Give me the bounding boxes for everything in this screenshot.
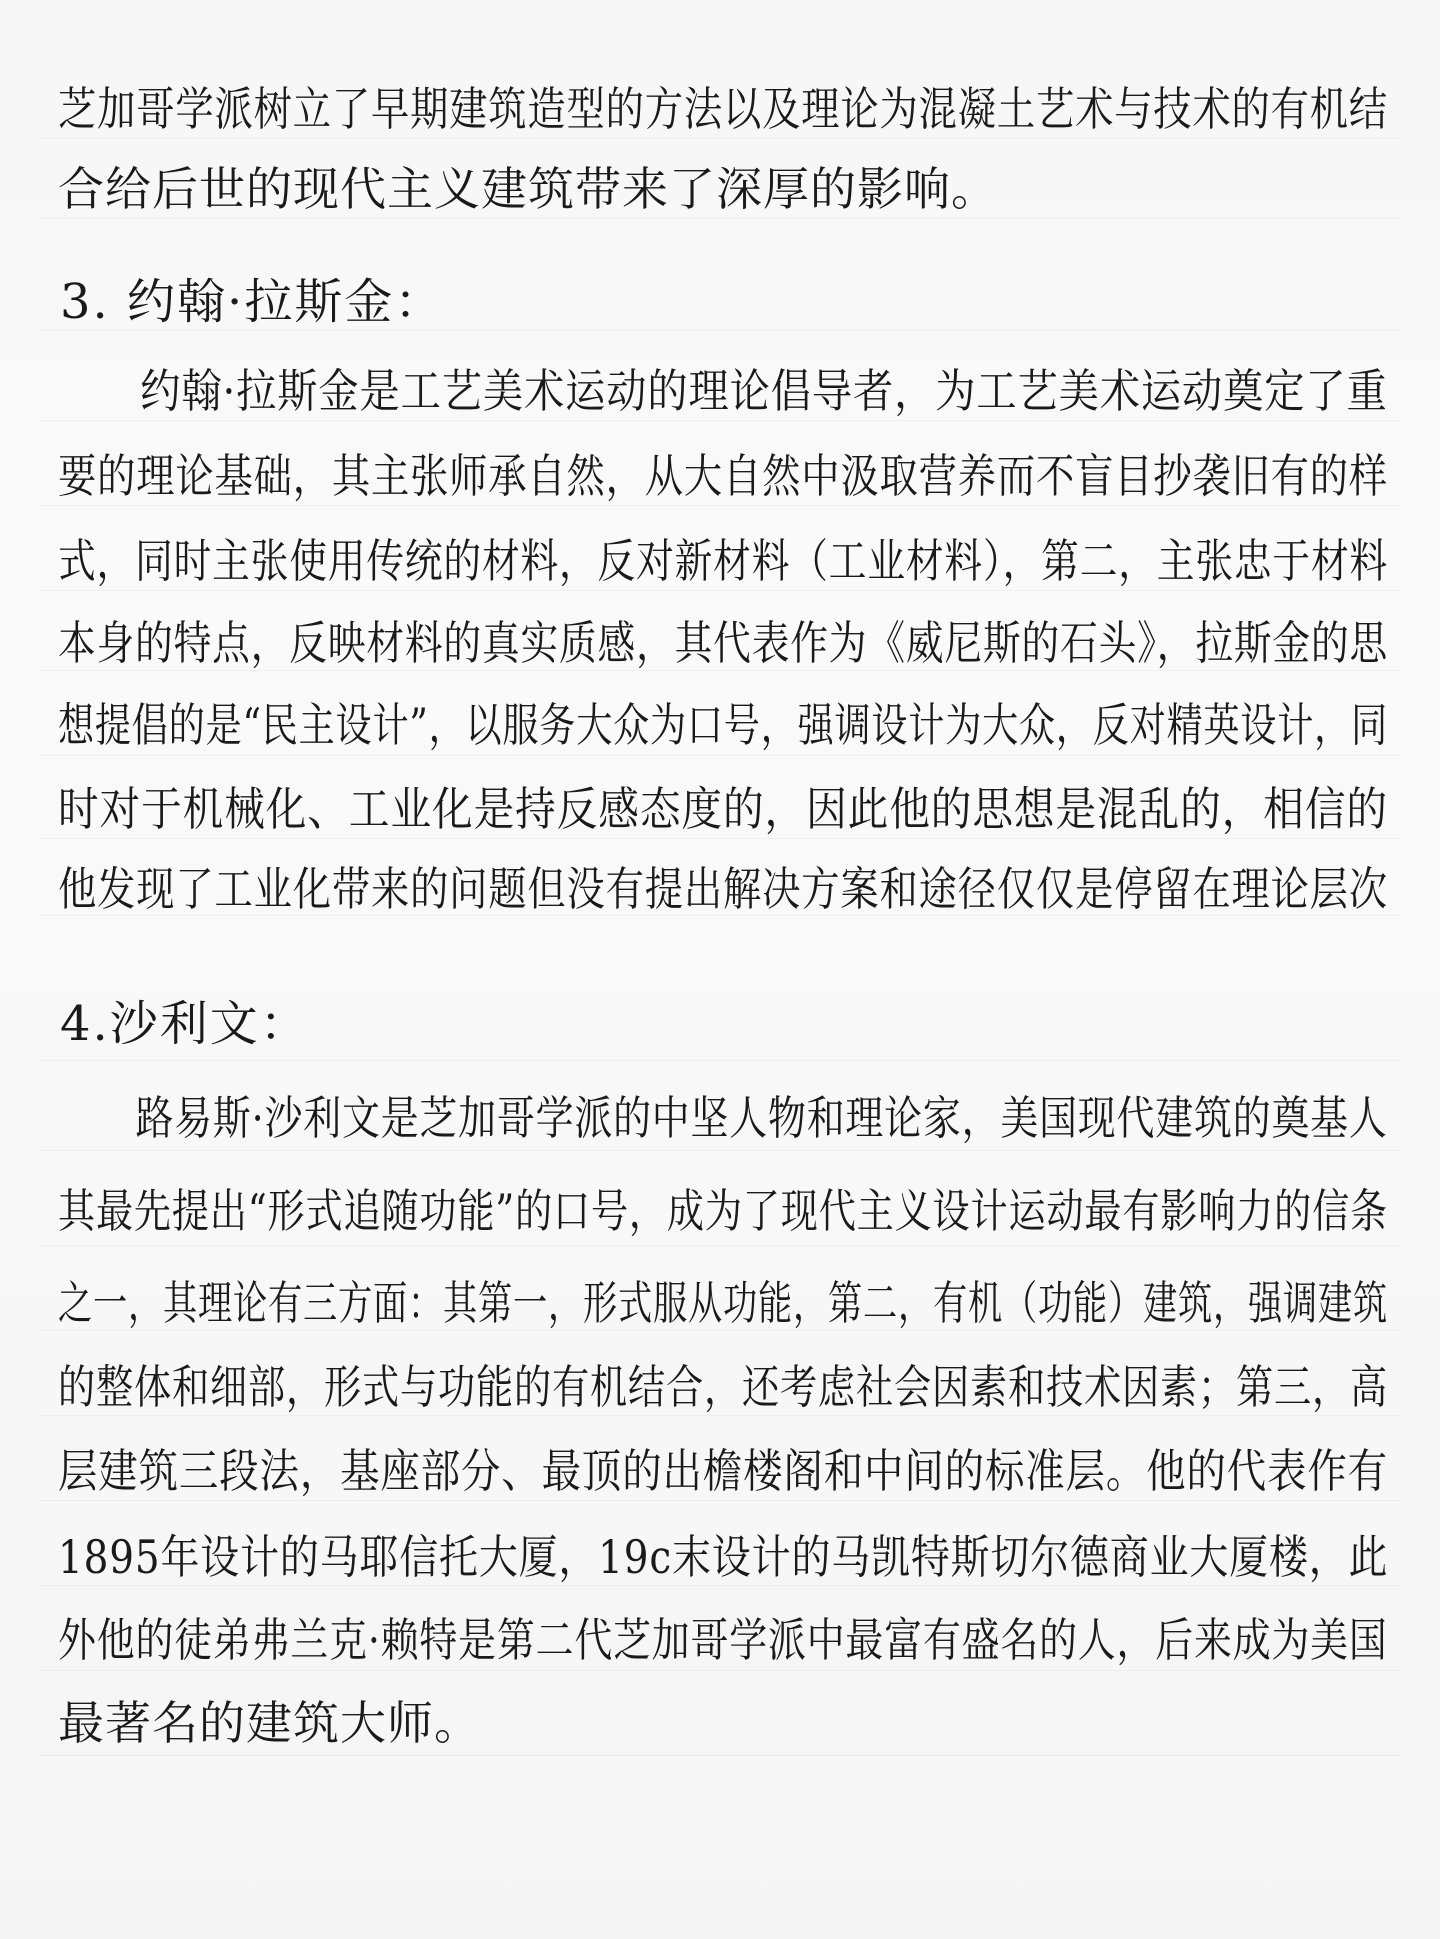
page-rule [40, 1500, 1400, 1501]
text-line: 要的理论基础，其主张师承自然，从大自然中汲取营养而不盲目抄袭旧有的样 [58, 449, 1389, 503]
page-rule [40, 1060, 1400, 1061]
page-rule [40, 838, 1400, 839]
page-rule [40, 138, 1400, 139]
section-heading: 4.沙利文： [60, 996, 310, 1052]
page-rule [40, 1670, 1400, 1671]
page-rule [40, 1755, 1400, 1756]
page-rule [40, 1415, 1400, 1416]
text-line: 他发现了工业化带来的问题但没有提出解决方案和途径仅仅是停留在理论层次 [58, 862, 1389, 916]
text-line: 合给后世的现代主义建筑带来了深厚的影响。 [58, 162, 998, 216]
page-rule [40, 1150, 1400, 1151]
page-rule [40, 590, 1400, 591]
text-line: 路易斯·沙利文是芝加哥学派的中坚人物和理论家，美国现代建筑的奠基人 [58, 1091, 1388, 1145]
section-heading: 3. 约翰·拉斯金： [60, 274, 445, 330]
page-rule [40, 670, 1400, 671]
text-line: 外他的徒弟弗兰克·赖特是第二代芝加哥学派中最富有盛名的人，后来成为美国 [58, 1613, 1388, 1667]
text-line: 层建筑三段法，基座部分、最顶的出檐楼阁和中间的标准层。他的代表作有 [58, 1444, 1388, 1498]
page-rule [40, 1585, 1400, 1586]
text-line: 式，同时主张使用传统的材料，反对新材料（工业材料），第二，主张忠于材料 [58, 534, 1389, 588]
text-line: 芝加哥学派树立了早期建筑造型的方法以及理论为混凝土艺术与技术的有机结 [58, 82, 1389, 136]
text-line: 本身的特点，反映材料的真实质感，其代表作为《威尼斯的石头》，拉斯金的思 [58, 616, 1389, 670]
page-rule [40, 1330, 1400, 1331]
text-line: 之一，其理论有三方面：其第一，形式服从功能，第二，有机（功能）建筑，强调建筑 [58, 1276, 1389, 1330]
page-rule [40, 1245, 1400, 1246]
text-line: 时对于机械化、工业化是持反感态度的，因此他的思想是混乱的，相信的 [58, 782, 1388, 836]
page-rule [40, 420, 1400, 421]
page-rule [40, 505, 1400, 506]
text-line: 约翰·拉斯金是工艺美术运动的理论倡导者，为工艺美术运动奠定了重 [58, 364, 1388, 418]
text-line: 的整体和细部，形式与功能的有机结合，还考虑社会因素和技术因素；第三，高 [58, 1360, 1388, 1414]
text-line: 其最先提出“形式追随功能”的口号，成为了现代主义设计运动最有影响力的信条 [58, 1184, 1388, 1238]
page-rule [40, 330, 1400, 331]
text-line: 1895年设计的马耶信托大厦，19c末设计的马凯特斯切尔德商业大厦楼，此 [58, 1530, 1389, 1584]
text-line: 想提倡的是“民主设计”，以服务大众为口号，强调设计为大众，反对精英设计，同 [58, 698, 1388, 752]
page-rule [40, 218, 1400, 219]
text-line: 最著名的建筑大师。 [58, 1696, 481, 1750]
page-rule [40, 755, 1400, 756]
